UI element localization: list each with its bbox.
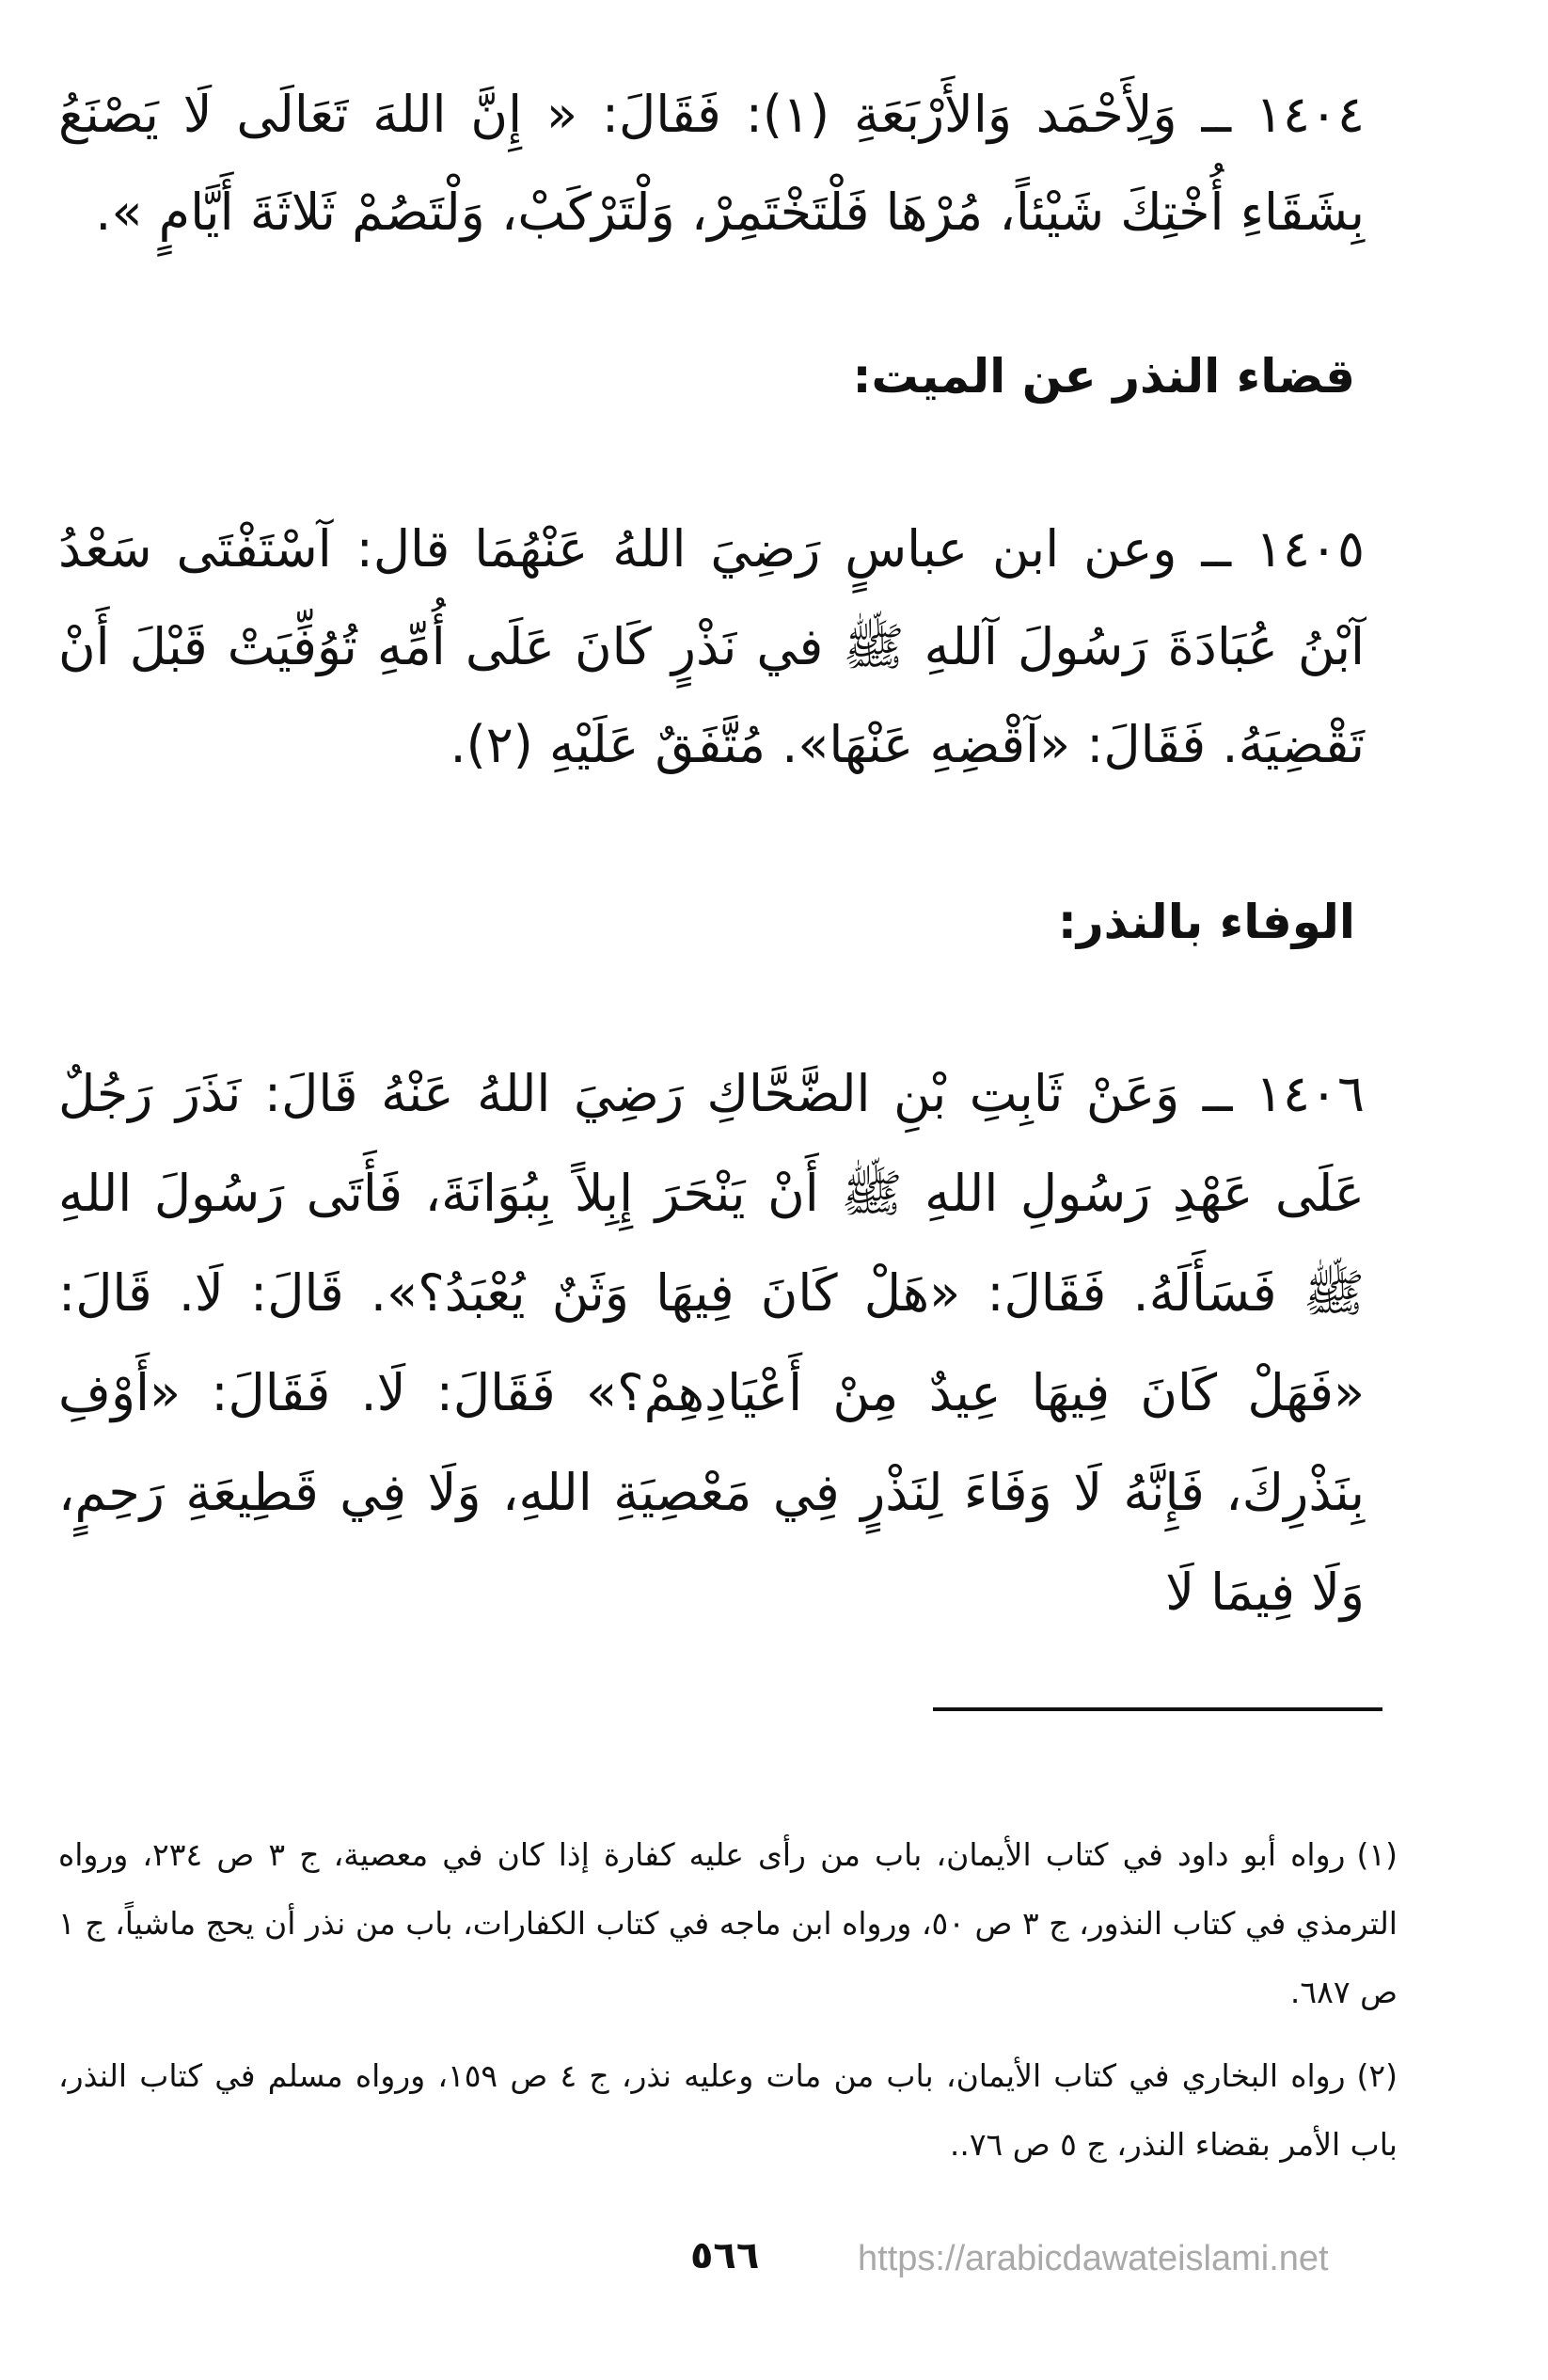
hadith-1404-paragraph: ١٤٠٤ ــ وَلِأَحْمَد وَالأَرْبَعَةِ (١): فَقَالَ: « إِنَّ اللهَ تَعَالَى لَا يَصْنَعُ بِشَقَاءِ أُخْتِكَ شَيْئاً، مُرْهَا فَلْتَخْتَمِرْ، وَلْتَرْكَبْ، وَلْتَصُمْ ثَلاثَةَ أَيَّامٍ ».	[58, 85, 1366, 242]
footnote-marker: (٢)	[1356, 2057, 1398, 2094]
section-heading-qada-al-nadhr: قضاء النذر عن الميت:	[852, 349, 1355, 404]
main-text-body	[58, 66, 1365, 1642]
section-heading-al-wafa-bil-nadhr: الوفاء بالنذر:	[1057, 895, 1355, 949]
spacer	[58, 262, 1365, 339]
footnote-text: رواه أبو داود في كتاب الأيمان، باب من رأى عليه كفارة إذا كان في معصية، ج ٣ ص ٢٣٤، ورواه الترمذي في كتاب النذور، ج ٣ ص ٥٠، ورواه ابن ماجه في كتاب الكفارات، باب من نذر أن يحج ماشياً، ج ١ ص ٦٨٧.	[58, 1836, 1398, 2010]
hadith-1405-paragraph: ١٤٠٥ ــ وعن ابن عباسٍ رَضِيَ اللهُ عَنْهُمَا قال: آسْتَفْتَى سَعْدُ آبْنُ عُبَادَةَ رَسُولَ آللهِ ﷺ في نَذْرٍ كَانَ عَلَى أُمِّهِ تُوُفِّيَتْ قَبْلَ أَنْ تَقْضِيَهُ. فَقَالَ: «آقْضِهِ عَنْهَا». مُتَّفَقٌ عَلَيْهِ (٢).	[58, 519, 1365, 774]
hadith-1406-paragraph: ١٤٠٦ ــ وَعَنْ ثَابِتِ بْنِ الضَّحَّاكِ رَضِيَ اللهُ عَنْهُ قَالَ: نَذَرَ رَجُلٌ عَلَى عَهْدِ رَسُولِ اللهِ ﷺ أَنْ يَنْحَرَ إِبِلاً بِبُوَانَةَ، فَأَتَى رَسُولَ اللهِ ﷺ فَسَأَلَهُ. فَقَالَ: «هَلْ كَانَ فِيهَا وَثَنٌ يُعْبَدُ؟». قَالَ: لَا. قَالَ: «فَهَلْ كَانَ فِيهَا عِيدٌ مِنْ أَعْيَادِهِمْ؟» فَقَالَ: لَا. فَقَالَ: «أَوْفِ بِنَذْرِكَ، فَإِنَّهُ لَا وَفَاءَ لِنَذْرٍ فِي مَعْصِيَةِ اللهِ، وَلَا فِي قَطِيعَةِ رَحِمٍ، وَلَا فِيمَا لَا	[58, 1064, 1365, 1622]
footnotes-section	[58, 1820, 1398, 2179]
spacer	[58, 960, 1365, 1044]
footnote-separator-line	[933, 1707, 1382, 1711]
footnote-2	[58, 2041, 1398, 2179]
footnote-text: رواه البخاري في كتاب الأيمان، باب من مات وعليه نذر، ج ٤ ص ١٥٩، ورواه مسلم في كتاب النذر، باب الأمر بقضاء النذر، ج ٥ ص ٧٦..	[58, 2057, 1398, 2163]
page-number: ٥٦٦	[690, 2234, 760, 2277]
footnote-1	[58, 1820, 1398, 2026]
website-watermark: https://arabicdawateislami.net	[858, 2239, 1329, 2278]
spacer	[58, 794, 1365, 884]
footnote-marker: (١)	[1356, 1836, 1398, 1873]
spacer	[58, 414, 1365, 500]
